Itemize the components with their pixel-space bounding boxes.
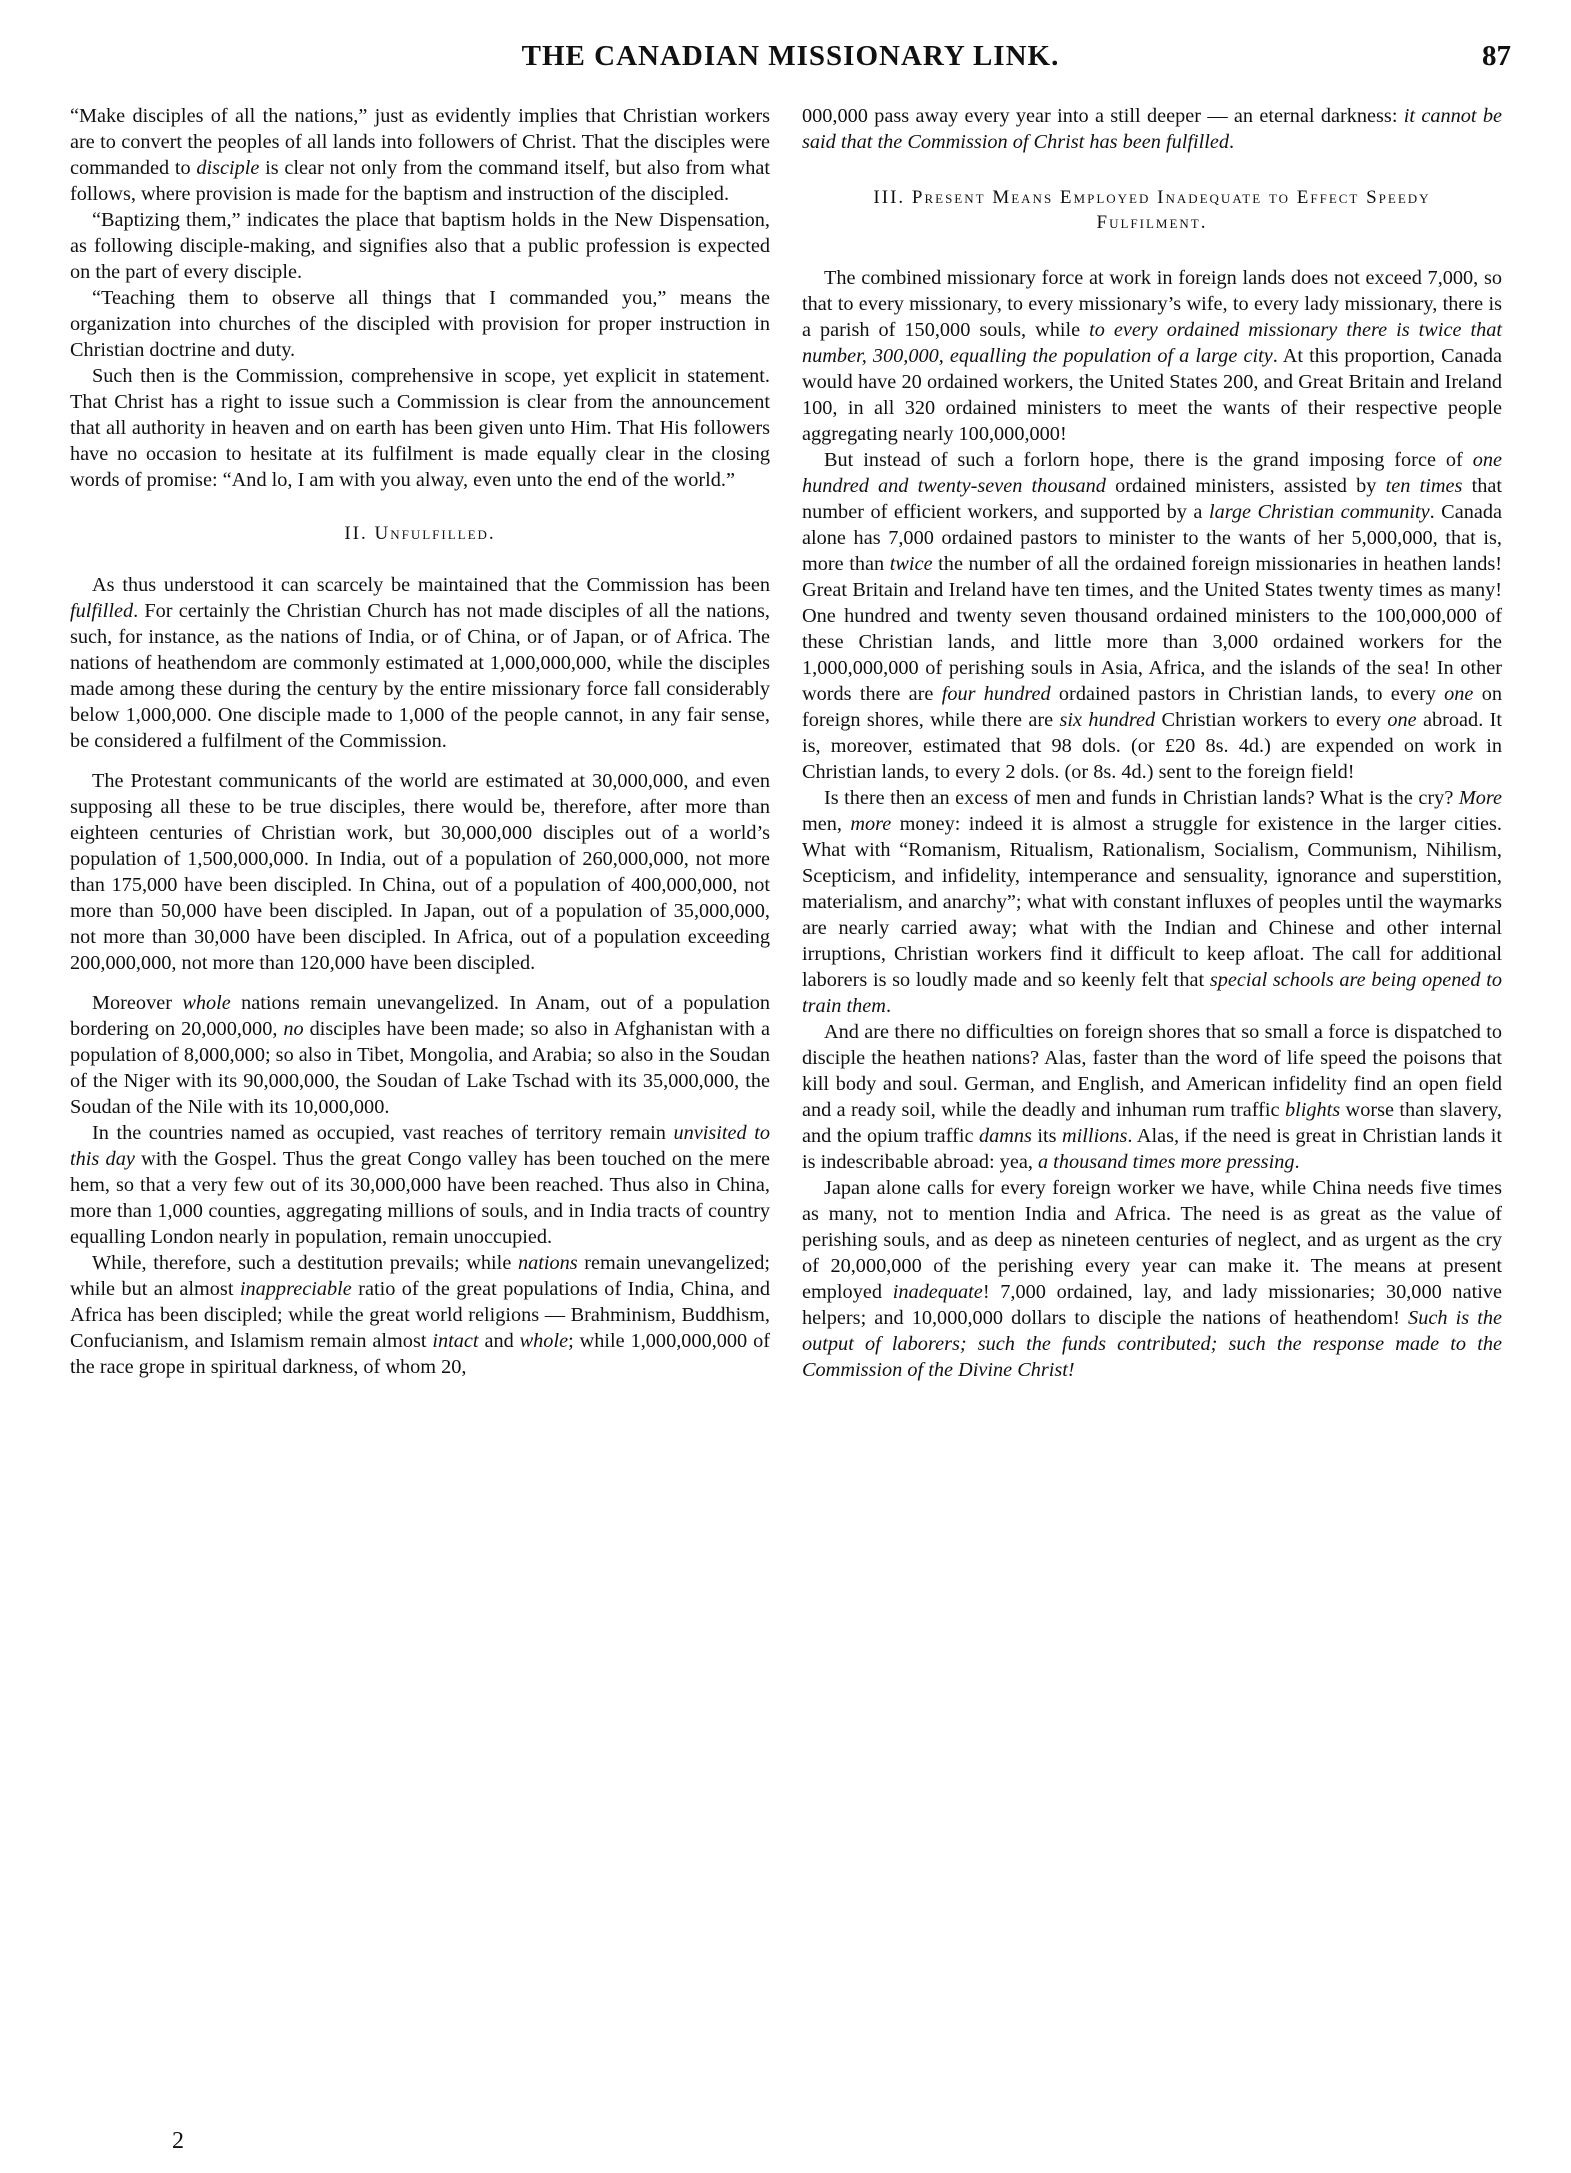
paragraph: In the countries named as occupied, vast reaches of territory remain unvisited to this day with the Gospel. Thus the great Congo valley has been touched on the mere hem, so that a very few out of its 30,000,000 have been reached. Thus also in China, more than 1,000 counties, aggregating millions of souls, and in India tracts of country equalling London nearly in population, remain unoccupied. xyxy=(70,1122,771,1248)
signature-mark: 2 xyxy=(172,2128,184,2154)
section-heading: III. Present Means Employed Inadequate to Effect Speedy Fulfilment. xyxy=(873,187,1431,233)
paragraph: Is there then an excess of men and funds in Christian lands? What is the cry? More men, more money: indeed it is almost a struggle for existence in the larger cities. What with “Romanism, Ritualism, Rationalism, Socialism, Communism, Nihilism, Scepticism, and infidelity, intemperance and sensuality, ignorance and superstition, materialism, and anarchy”; what with constant influxes of peoples until the waymarks are nearly carried away; what with the Indian and Chinese and other internal irruptions, Christian workers find it difficult to keep afloat. The call for additional laborers is so loudly made and so keenly felt that special schools are being opened to train them. xyxy=(802,787,1502,1017)
paragraph: Such then is the Commission, comprehensive in scope, yet explicit in statement. That Christ has a right to issue such a Commission is clear from the announcement that all authority in heaven and on earth has been given unto Him. That His followers have no occasion to hesitate at its fulfilment is made equally clear in the closing words of promise: “And lo, I am with you alway, even unto the end of the world.” xyxy=(70,365,770,491)
paragraph: As thus understood it can scarcely be maintained that the Commission has been fulfilled. For certainly the Christian Church has not made disciples of all the nations, such, for instance, as the nations of India, or of China, or of Japan, or of Africa. The nations of heathendom are commonly estimated at 1,000,000,000, while the disciples made among these during the century by the entire missionary force fall considerably below 1,000,000. One disciple made to 1,000 of the people cannot, in any fair sense, be considered a fulfilment of the Commission. xyxy=(70,574,770,752)
paragraph: “Baptizing them,” indicates the place that baptism holds in the New Dispensation, as following disciple-making, and signifies also that a public profession is expected on the part of every disciple. xyxy=(70,209,770,283)
paragraph: But instead of such a forlorn hope, there is the grand imposing force of one hundred and twenty-seven thousand ordained ministers, assisted by ten times that number of efficient workers, and supported by a large Christian community. Canada alone has 7,000 ordained pastors to minister to the wants of her 5,000,000, that is, more than twice the number of all the ordained foreign missionaries in heathen lands! Great Britain and Ireland have ten times, and the United States twenty times as many! One hundred and twenty seven thousand ordained ministers to the 100,000,000 of these Christian lands, and little more than 3,000 ordained workers for the 1,000,000,000 of perishing souls in Asia, Africa, and the islands of the sea! In other words there are four hundred ordained pastors in Christian lands, to every one on foreign shores, while there are six hundred Christian workers to every one abroad. It is, moreover, estimated that 98 dols. (or £20 8s. 4d.) are expended on work in Christian lands, to every 2 dols. (or 8s. 4d.) sent to the foreign field! xyxy=(802,449,1503,783)
paragraph: While, therefore, such a destitution prevails; while nations remain unevangelized; while but an almost inappreciable ratio of the great populations of India, China, and Africa has been discipled; while the great world religions — Brahminism, Buddhism, Confucianism, and Islamism remain almost intact and whole; while 1,000,000,000 of the race grope in spiritual darkness, of whom 20, xyxy=(70,1252,770,1378)
running-head xyxy=(70,40,1511,80)
paragraph: Japan alone calls for every foreign worker we have, while China needs five times as many, not to mention India and Africa. The need is as great as the value of perishing souls, and as deep as nineteen centuries of neglect, and as urgent as the cry of 20,000,000 of the perishing every year can make it. The means at present employed inadequate! 7,000 ordained, lay, and lady missionaries; 30,000 native helpers; and 10,000,000 dollars to disciple the nations of heathendom! Such is the output of laborers; such the funds contributed; such the response made to the Commission of the Divine Christ! xyxy=(802,1177,1502,1381)
right-column xyxy=(802,103,1502,1383)
paragraph: The Protestant communicants of the world are estimated at 30,000,000, and even supposing all these to be true disciples, there would be, therefore, after more than eighteen centuries of Christian work, but 30,000,000 disciples out of a world’s population of 1,500,000,000. In India, out of a population of 260,000,000, not more than 175,000 have been discipled. In China, out of a population of 400,000,000, not more than 50,000 have been discipled. In Japan, out of a population of 35,000,000, not more than 30,000 have been discipled. In Africa, out of a population exceeding 200,000,000, not more than 120,000 have been discipled. xyxy=(70,770,770,974)
section-heading: II. Unfulfilled. xyxy=(344,523,496,544)
paragraph: The combined missionary force at work in foreign lands does not exceed 7,000, so that to every missionary, to every missionary’s wife, to every lady missionary, there is a parish of 150,000 souls, while to every ordained missionary there is twice that number, 300,000, equalling the population of a large city. At this proportion, Canada would have 20 ordained workers, the United States 200, and Great Britain and Ireland 100, in all 320 ordained ministers to meet the wants of their respective people aggregating nearly 100,000,000! xyxy=(802,267,1502,445)
left-column xyxy=(70,103,770,1380)
journal-title: THE CANADIAN MISSIONARY LINK. xyxy=(521,40,1060,72)
paragraph: And are there no difficulties on foreign shores that so small a force is dispatched to disciple the heathen nations? Alas, faster than the word of life speed the poisons that kill body and soul. German, and English, and American infidelity find an open field and a ready soil, while the deadly and inhuman rum traffic blights worse than slavery, and the opium traffic damns its millions. Alas, if the need is great in Christian lands it is indescribable abroad: yea, a thousand times more pressing. xyxy=(802,1021,1502,1173)
paragraph: “Make disciples of all the nations,” just as evidently implies that Christian workers are to convert the peoples of all lands into followers of Christ. That the disciples were commanded to disciple is clear not only from the command itself, but also from what follows, where provision is made for the baptism and instruction of the discipled. xyxy=(70,105,770,205)
paragraph: 000,000 pass away every year into a still deeper — an eternal darkness: it cannot be said that the Commission of Christ has been fulfilled. xyxy=(802,105,1502,153)
page-number: 87 xyxy=(1482,40,1511,72)
paragraph: Moreover whole nations remain unevangelized. In Anam, out of a population bordering on 20,000,000, no disciples have been made; so also in Afghanistan with a population of 8,000,000; so also in Tibet, Mongolia, and Arabia; so also in the Soudan of the Niger with its 90,000,000, the Soudan of Lake Tschad with its 35,000,000, the Soudan of the Nile with its 10,000,000. xyxy=(70,992,770,1118)
paragraph: “Teaching them to observe all things that I commanded you,” means the organization into churches of the discipled with provision for proper instruction in Christian doctrine and duty. xyxy=(70,287,770,361)
